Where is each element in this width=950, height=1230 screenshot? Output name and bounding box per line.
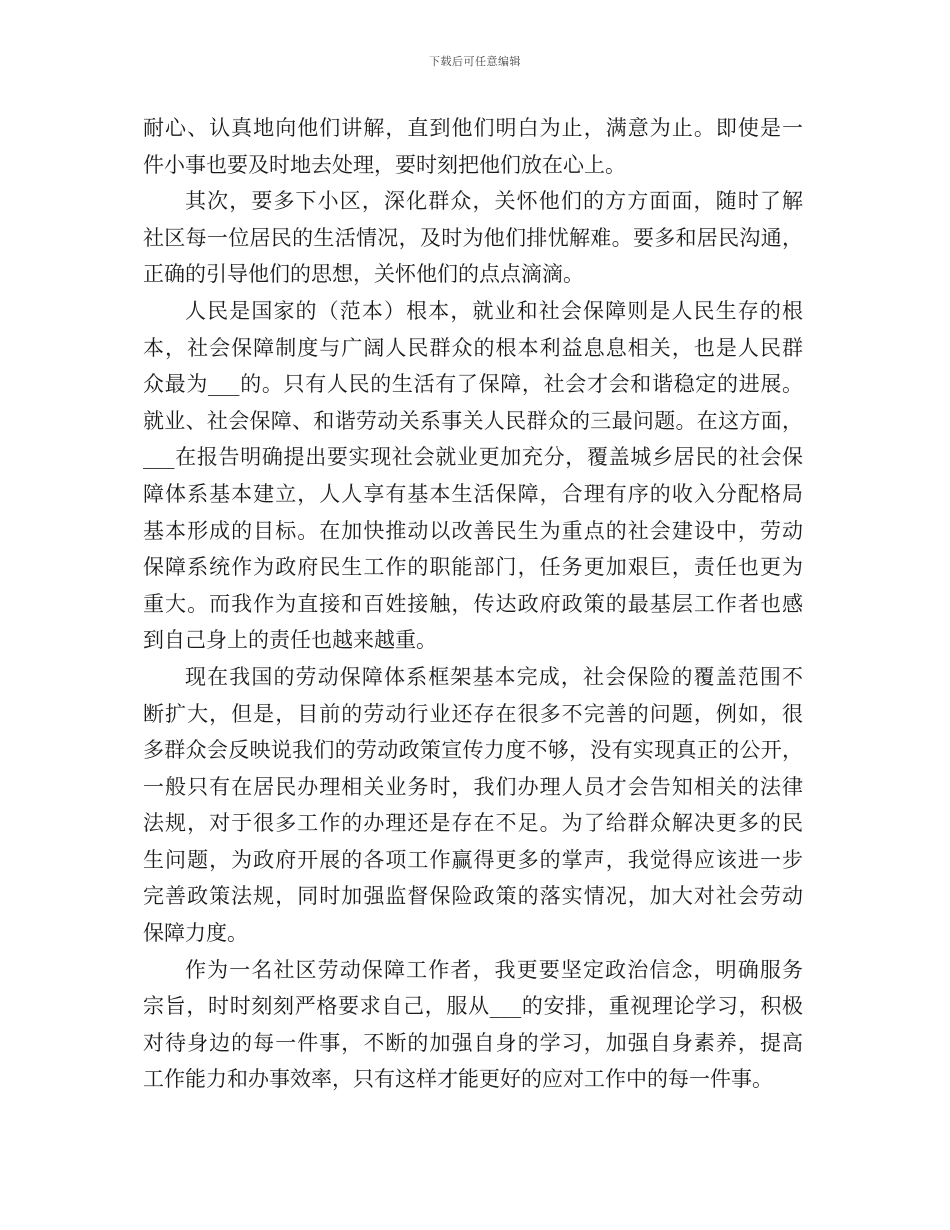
text-line: 现在我国的劳动保障体系框架基本完成，社会保险的覆盖范围不 bbox=[185, 664, 803, 689]
text-line: 本，社会保障制度与广阔人民群众的根本利益息息相关，也是人民群 bbox=[143, 335, 803, 360]
text-line: 对待身边的每一件事，不断的加强自身的学习，加强自身素养，提高 bbox=[143, 1030, 803, 1055]
text-line: 障体系基本建立，人人享有基本生活保障，合理有序的收入分配格局 bbox=[143, 481, 803, 506]
text-line: 重大。而我作为直接和百姓接触，传达政府政策的最基层工作者也感 bbox=[143, 591, 803, 616]
page-header: 下载后可任意编辑 bbox=[429, 55, 521, 68]
text-line: 就业、社会保障、和谐劳动关系事关人民群众的三最问题。在这方面， bbox=[143, 408, 803, 433]
text-line: 基本形成的目标。在加快推动以改善民生为重点的社会建设中，劳动 bbox=[143, 518, 803, 543]
text-line: 耐心、认真地向他们讲解，直到他们明白为止，满意为止。即使是一 bbox=[143, 116, 803, 140]
text-line: 多群众会反映说我们的劳动政策宣传力度不够，没有实现真正的公开， bbox=[143, 738, 803, 763]
text-line: 完善政策法规，同时加强监督保险政策的落实情况，加大对社会劳动 bbox=[143, 884, 803, 909]
text-line: 断扩大，但是，目前的劳动行业还存在很多不完善的问题，例如，很 bbox=[143, 701, 803, 726]
paragraph-1 bbox=[143, 110, 803, 183]
text-line: 一般只有在居民办理相关业务时，我们办理人员才会告知相关的法律 bbox=[143, 774, 803, 799]
text-line: 正确的引导他们的思想，关怀他们的点点滴滴。 bbox=[143, 262, 584, 287]
paragraph-2 bbox=[143, 183, 803, 293]
text-line: 生问题，为政府开展的各项工作赢得更多的掌声，我觉得应该进一步 bbox=[143, 847, 803, 872]
text-line: 保障系统作为政府民生工作的职能部门，任务更加艰巨，责任也更为 bbox=[143, 555, 803, 580]
text-line: 到自己身上的责任也越来越重。 bbox=[143, 628, 437, 653]
text-line: 众最为___的。只有人民的生活有了保障，社会才会和谐稳定的进展。 bbox=[143, 372, 803, 397]
paragraph-4 bbox=[143, 659, 803, 952]
text-line: 作为一名社区劳动保障工作者，我更要坚定政治信念，明确服务 bbox=[185, 957, 803, 982]
text-line: 保障力度。 bbox=[143, 921, 248, 946]
text-line: 其次，要多下小区，深化群众，关怀他们的方方面面，随时了解 bbox=[185, 189, 803, 214]
paragraph-3 bbox=[143, 293, 803, 659]
text-line: 法规，对于很多工作的办理还是存在不足。为了给群众解决更多的民 bbox=[143, 811, 803, 836]
paragraph-5 bbox=[143, 952, 803, 1098]
text-line: 宗旨，时时刻刻严格要求自己，服从___的安排，重视理论学习，积极 bbox=[143, 994, 803, 1019]
text-line: 社区每一位居民的生活情况，及时为他们排忧解难。要多和居民沟通， bbox=[143, 225, 803, 250]
document-body bbox=[143, 110, 803, 1098]
text-line: 件小事也要及时地去处理，要时刻把他们放在心上。 bbox=[143, 152, 626, 177]
text-line: 人民是国家的（范本）根本，就业和社会保障则是人民生存的根 bbox=[185, 298, 803, 323]
text-line: 工作能力和办事效率，只有这样才能更好的应对工作中的每一件事。 bbox=[143, 1067, 773, 1092]
text-line: ___在报告明确提出要实现社会就业更加充分，覆盖城乡居民的社会保 bbox=[143, 445, 803, 470]
